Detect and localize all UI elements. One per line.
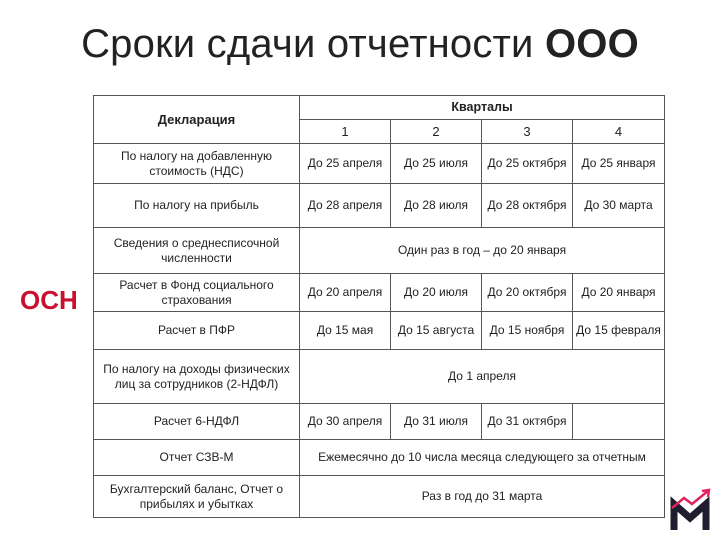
header-quarter-1: 1: [300, 120, 391, 144]
cell-fss-q4: До 20 января: [573, 274, 665, 312]
cell-profit-q1: До 28 апреля: [300, 184, 391, 228]
cell-6ndfl-q1: До 30 апреля: [300, 404, 391, 440]
cell-profit-q3: До 28 октября: [482, 184, 573, 228]
cell-profit-q2: До 28 июля: [391, 184, 482, 228]
cell-vat-q1: До 25 апреля: [300, 144, 391, 184]
table-row-2ndfl: [94, 350, 665, 404]
cell-vat-q2: До 25 июля: [391, 144, 482, 184]
cell-6ndfl-q2: До 31 июля: [391, 404, 482, 440]
row-label-headcount: Сведения о среднесписочной численности: [94, 228, 300, 274]
row-label-2ndfl: По налогу на доходы физических лиц за сотрудников (2-НДФЛ): [94, 350, 300, 404]
header-quarters: Кварталы: [300, 96, 665, 120]
cell-2ndfl-span: До 1 апреля: [300, 350, 665, 404]
cell-6ndfl-q4: [573, 404, 665, 440]
table-row-balance: [94, 476, 665, 518]
header-declaration: Декларация: [94, 96, 300, 144]
cell-pfr-q1: До 15 мая: [300, 312, 391, 350]
title-main: Сроки сдачи отчетности: [81, 22, 534, 66]
table-row-pfr: [94, 312, 665, 350]
table-row-headcount: [94, 228, 665, 274]
cell-balance-span: Раз в год до 31 марта: [300, 476, 665, 518]
row-label-szvm: Отчет СЗВ-М: [94, 440, 300, 476]
cell-pfr-q4: До 15 февраля: [573, 312, 665, 350]
cell-szvm-span: Ежемесячно до 10 числа месяца следующего за отчетным: [300, 440, 665, 476]
m-growth-logo-icon: [668, 488, 714, 534]
row-label-fss: Расчет в Фонд социального страхования: [94, 274, 300, 312]
table-row-profit-tax: [94, 184, 665, 228]
page-title: [0, 22, 720, 67]
reporting-schedule-table: [93, 95, 665, 518]
row-label-profit-tax: По налогу на прибыль: [94, 184, 300, 228]
header-quarter-4: 4: [573, 120, 665, 144]
row-label-balance: Бухгалтерский баланс, Отчет о прибылях и убытках: [94, 476, 300, 518]
row-label-pfr: Расчет в ПФР: [94, 312, 300, 350]
cell-vat-q3: До 25 октября: [482, 144, 573, 184]
cell-fss-q1: До 20 апреля: [300, 274, 391, 312]
table-row-fss: [94, 274, 665, 312]
cell-6ndfl-q3: До 31 октября: [482, 404, 573, 440]
cell-headcount-span: Один раз в год – до 20 января: [300, 228, 665, 274]
table-row-6ndfl: [94, 404, 665, 440]
cell-fss-q3: До 20 октября: [482, 274, 573, 312]
row-label-vat: По налогу на добавленную стоимость (НДС): [94, 144, 300, 184]
title-bold: ООО: [544, 22, 639, 66]
osn-label: ОСН: [20, 285, 78, 315]
cell-pfr-q3: До 15 ноября: [482, 312, 573, 350]
cell-pfr-q2: До 15 августа: [391, 312, 482, 350]
header-quarter-3: 3: [482, 120, 573, 144]
table-row-szvm: [94, 440, 665, 476]
cell-fss-q2: До 20 июля: [391, 274, 482, 312]
row-label-6ndfl: Расчет 6-НДФЛ: [94, 404, 300, 440]
cell-vat-q4: До 25 января: [573, 144, 665, 184]
header-quarter-2: 2: [391, 120, 482, 144]
table-row-vat: [94, 144, 665, 184]
cell-profit-q4: До 30 марта: [573, 184, 665, 228]
